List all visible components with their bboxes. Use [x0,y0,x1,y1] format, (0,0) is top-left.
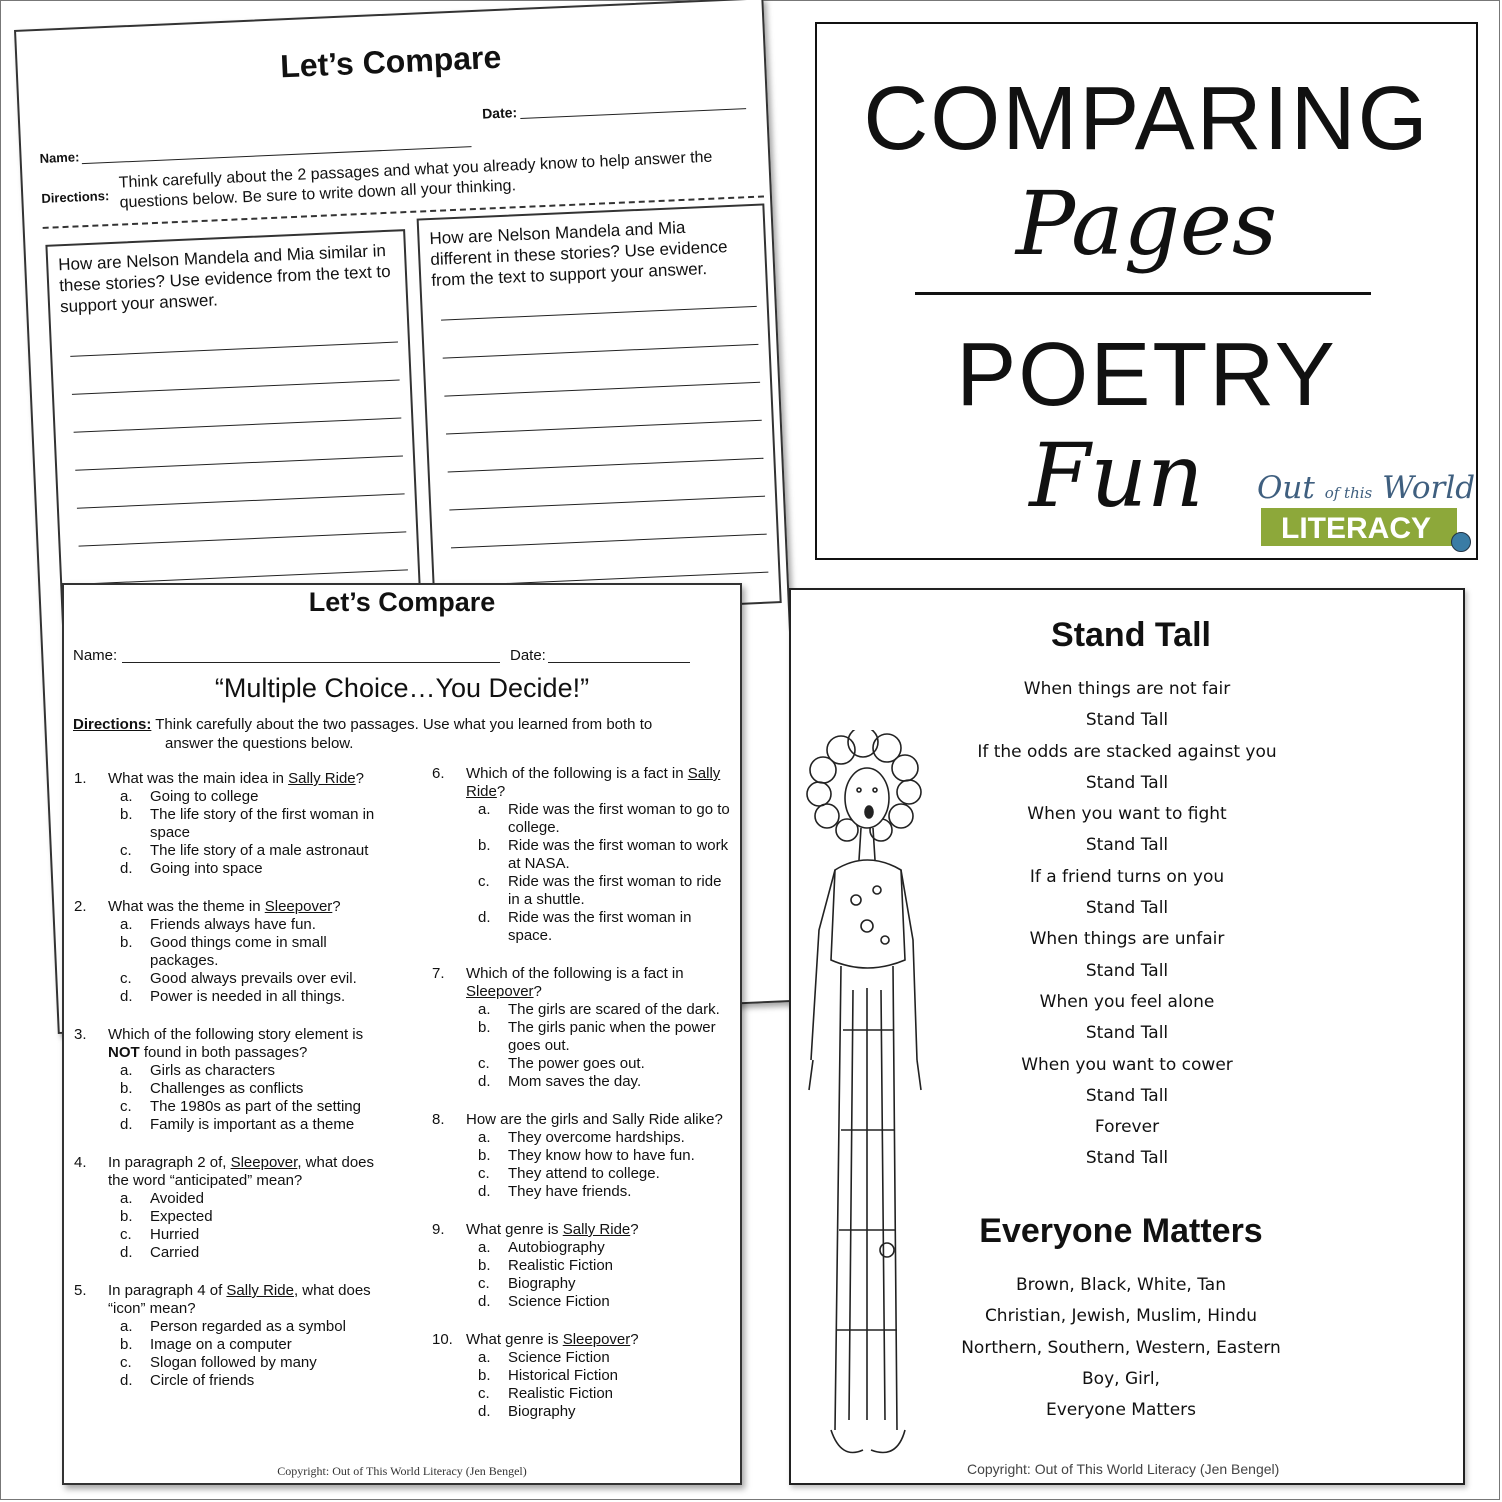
writing-line[interactable] [75,455,403,470]
answer-option[interactable] [120,1244,384,1262]
option-text: Realistic Fiction [508,1257,614,1274]
different-question: How are Nelson Mandela and Mia different in these stories? Use evidence from the text to support your answer. [429,217,728,291]
option-letter: c. [478,873,490,890]
option-letter: b. [120,1336,133,1353]
answer-options [74,1190,384,1262]
option-letter: d. [478,1293,491,1310]
option-text: The 1980s as part of the setting [150,1098,361,1115]
answer-option[interactable] [478,909,732,945]
option-text: Biography [508,1403,576,1420]
answer-option[interactable] [120,988,384,1006]
option-text: Challenges as conflicts [150,1080,304,1097]
writing-line[interactable] [444,382,760,397]
option-letter: c. [120,842,132,859]
different-answer-box [417,203,782,618]
option-text: Science Fiction [508,1349,610,1366]
poem-copyright: Copyright: Out of This World Literacy (Jen Bengel) [967,1461,1280,1477]
answer-option[interactable] [478,1403,732,1421]
answer-option[interactable] [478,1183,732,1201]
poem1-line: If a friend turns on you [1029,866,1225,887]
question-text-pre: Which of the following is a fact in [466,765,688,782]
poem1-line: Stand Tall [1085,710,1169,731]
front-subtitle: “Multiple Choice…You Decide!” [214,673,590,703]
front-copyright: Copyright: Out of This World Literacy (Jen Bengel) [277,1464,527,1478]
option-letter: d. [120,1244,133,1261]
option-text: Ride was the first woman to work at NASA. [508,837,729,872]
option-text: Hurried [150,1226,200,1243]
option-letter: c. [120,1226,132,1243]
option-letter: b. [120,934,133,951]
writing-line[interactable] [79,531,407,546]
option-text: They know how to have fun. [508,1147,695,1164]
option-text: Friends always have fun. [150,916,316,933]
back-worksheet-title: Let’s Compare [279,38,502,85]
writing-line[interactable] [74,417,402,432]
option-text: Ride was the first woman to ride in a shuttle. [508,873,722,908]
passage-title: Sally Ride [226,1282,294,1299]
answer-option[interactable] [120,1354,384,1372]
option-letter: c. [478,1055,490,1072]
answer-options [432,1349,732,1421]
title-comparing: COMPARING [863,69,1430,169]
option-text: Carried [150,1244,200,1261]
option-letter: a. [478,1349,491,1366]
question-item [432,1331,732,1421]
question-item [432,1221,732,1311]
poem1-line: Stand Tall [1085,960,1169,981]
answer-option[interactable] [478,837,732,873]
option-letter: d. [478,1183,491,1200]
poem2-line: Everyone Matters [1045,1400,1197,1421]
logo-wordmark [1257,470,1476,506]
answer-options [74,1318,384,1390]
front-worksheet-title: Let’s Compare [308,587,496,617]
globe-icon [1451,532,1471,552]
answer-option[interactable] [478,801,732,837]
option-letter: c. [478,1385,490,1402]
answer-option[interactable] [478,1001,732,1019]
answer-option[interactable] [120,1116,384,1134]
front-date-label: Date: [510,647,546,664]
option-text: Power is needed in all things. [150,988,346,1005]
question-item [74,1282,384,1390]
poem1-line: When you feel alone [1039,991,1215,1012]
logo-word-world: World [1382,470,1476,506]
front-date-line[interactable] [548,662,690,663]
option-text: Person regarded as a symbol [150,1318,346,1335]
title-divider [915,292,1371,295]
option-text: Autobiography [508,1239,605,1256]
question-number: 2. [74,898,87,915]
option-text: The girls panic when the power goes out. [508,1019,716,1054]
option-letter: a. [478,1129,491,1146]
option-text: They have friends. [508,1183,632,1200]
answer-option[interactable] [120,1208,384,1226]
answer-option[interactable] [120,1098,384,1116]
passage-title: Sleepover [466,983,534,1000]
question-number: 4. [74,1154,87,1171]
question-text-pre: Which of the following story element is [108,1026,364,1043]
option-letter: a. [478,801,491,818]
answer-option[interactable] [478,1147,732,1165]
front-name-line[interactable] [122,662,500,663]
option-text: Biography [508,1275,576,1292]
question-item [74,1026,384,1134]
question-text [432,1221,732,1239]
question-number: 7. [432,965,445,982]
logo-word-out: Out [1257,470,1315,506]
answer-options [432,801,732,945]
poem1-body [927,674,1327,1175]
poem1-line: Stand Tall [1085,835,1169,856]
answer-options [432,1129,732,1201]
option-letter: b. [120,1208,133,1225]
front-directions-label: Directions: [73,716,152,733]
writing-line[interactable] [448,458,764,473]
back-name-label: Name: [39,149,80,166]
question-text-post: ? [630,1331,639,1348]
question-text-post: ? [355,770,364,787]
option-text: Image on a computer [150,1336,292,1353]
logo-literacy: LITERACY [1281,512,1431,545]
question-item [432,765,732,945]
question-emphasis: NOT [108,1044,140,1061]
option-text: Expected [150,1208,213,1225]
passage-title: Sally Ride [288,770,356,787]
question-text [432,765,732,801]
question-number: 8. [432,1111,445,1128]
option-letter: c. [120,970,132,987]
writing-line[interactable] [443,344,759,359]
answer-option[interactable] [120,860,384,878]
option-text: Mom saves the day. [508,1073,642,1090]
option-letter: a. [478,1001,491,1018]
option-text: Going to college [150,788,259,805]
option-letter: d. [120,1372,133,1389]
question-text-pre: What was the main idea in [108,770,289,787]
front-directions-line1: Think carefully about the two passages. Use what you learned from both to [155,716,653,733]
option-letter: b. [120,1080,133,1097]
passage-title: Sally Ride [466,765,721,800]
back-directions-text: Think carefully about the 2 passages and what you already know to help answer the questions below. Be sure to write down all your thinking. [118,148,713,212]
answer-option[interactable] [478,1385,732,1403]
option-letter: c. [478,1275,490,1292]
option-letter: d. [478,1403,491,1420]
front-directions-line2: answer the questions below. [165,735,354,752]
passage-title: Sally Ride [562,1221,631,1238]
similar-answer-box [45,229,422,634]
question-text-pre: How are the girls and Sally Ride alike? [466,1111,723,1128]
option-text: The power goes out. [508,1055,645,1072]
option-text: Family is important as a theme [150,1116,355,1133]
answer-option[interactable] [120,1336,384,1354]
answer-options [74,916,384,1006]
option-letter: b. [478,1147,491,1164]
question-text-pre: Which of the following is a fact in [466,965,684,982]
answer-option[interactable] [478,1239,732,1257]
option-letter: a. [120,788,133,805]
option-letter: b. [478,837,491,854]
question-item [74,770,384,878]
answer-option[interactable] [478,1055,732,1073]
question-number: 9. [432,1221,445,1238]
answer-option[interactable] [120,1062,384,1080]
question-text [74,1154,384,1190]
answer-option[interactable] [478,1367,732,1385]
option-text: Good always prevails over evil. [150,970,357,987]
question-text [432,965,732,1001]
question-text [74,770,384,788]
question-text-pre: What genre is [466,1221,563,1238]
question-text [74,898,384,916]
option-letter: d. [120,1116,133,1133]
poem1-line: When things are not fair [1023,679,1231,699]
poem1-title: Stand Tall [1051,616,1211,654]
poem2-line: Northern, Southern, Western, Eastern [961,1337,1281,1358]
question-text-post: , what does “icon” mean? [108,1282,371,1317]
poem1-line: Stand Tall [1085,898,1169,919]
answer-options [432,1239,732,1311]
answer-option[interactable] [478,1129,732,1147]
option-letter: d. [478,1073,491,1090]
question-text-pre: What genre is [466,1331,563,1348]
question-text-post: ? [630,1221,639,1238]
writing-line[interactable] [451,534,767,549]
option-letter: b. [478,1257,491,1274]
answer-option[interactable] [120,1190,384,1208]
back-date-label: Date: [481,104,518,122]
answer-options [74,788,384,878]
option-letter: b. [120,806,133,823]
writing-line[interactable] [77,493,405,508]
writing-line[interactable] [441,306,757,321]
poem2-line: Boy, Girl, [1082,1368,1160,1389]
option-letter: d. [120,988,133,1005]
passage-title: Sleepover [230,1154,298,1171]
option-text: Ride was the first woman in space. [508,909,692,944]
back-directions-label: Directions: [41,188,110,206]
poem1-line: Forever [1094,1117,1160,1138]
title-pages: Pages [1015,172,1278,275]
poem1-line: If the odds are stacked against you [977,741,1277,762]
poetry-page [789,588,1465,1485]
question-number: 1. [74,770,87,787]
answer-option[interactable] [120,1372,384,1390]
option-text: Historical Fiction [508,1367,619,1384]
question-text [74,1026,384,1062]
option-text: Girls as characters [150,1062,276,1079]
back-date-line[interactable] [520,108,746,119]
answer-option[interactable] [478,1275,732,1293]
question-text-pre: What was the theme in [108,898,265,915]
question-number: 3. [74,1026,87,1043]
option-text: Good things come in small packages. [150,934,327,969]
question-item [74,898,384,1006]
question-text [432,1331,732,1349]
option-text: Slogan followed by many [150,1354,317,1371]
answer-option[interactable] [120,788,384,806]
writing-line[interactable] [70,342,398,357]
answer-option[interactable] [478,1349,732,1367]
question-text-post: ? [496,783,506,800]
title-card [815,22,1478,560]
front-directions [73,715,733,753]
option-letter: c. [120,1354,132,1371]
title-fun: Fun [1029,424,1204,527]
poem2-body [911,1270,1331,1426]
option-letter: b. [478,1019,491,1036]
writing-line[interactable] [449,496,765,511]
title-poetry: POETRY [956,325,1337,425]
question-item [74,1154,384,1262]
option-letter: a. [120,1190,133,1207]
answer-option[interactable] [120,934,384,970]
poem1-line: When you want to cower [1021,1054,1233,1075]
question-text-post: found in both passages? [139,1044,308,1061]
option-text: Avoided [150,1190,204,1207]
passage-title: Sleepover [264,898,333,915]
answer-option[interactable] [478,1019,732,1055]
questions-left-column [74,770,384,1410]
poem1-line: Stand Tall [1085,1148,1169,1169]
answer-option[interactable] [120,1226,384,1244]
option-letter: d. [478,909,491,926]
question-number: 6. [432,765,445,782]
poem1-line: Stand Tall [1085,772,1169,793]
question-item [432,965,732,1091]
answer-option[interactable] [120,1080,384,1098]
option-letter: a. [120,916,133,933]
option-text: The girls are scared of the dark. [508,1001,720,1018]
option-text: Realistic Fiction [508,1385,614,1402]
logo-green-bar [1261,508,1457,546]
question-text-pre: In paragraph 4 of [108,1282,227,1299]
option-text: The life story of a male astronaut [150,842,369,859]
brand-logo [1257,470,1476,550]
option-text: Science Fiction [508,1293,610,1310]
answer-options [74,1062,384,1134]
answer-option[interactable] [120,1318,384,1336]
front-worksheet [62,583,742,1485]
option-text: Circle of friends [150,1372,255,1389]
answer-option[interactable] [478,1293,732,1311]
questions-right-column [432,765,732,1441]
poem1-line: When you want to fight [1027,804,1227,825]
question-number: 5. [74,1282,87,1299]
writing-line[interactable] [446,420,762,435]
option-text: They attend to college. [508,1165,660,1182]
question-text-pre: In paragraph 2 of, [108,1154,231,1171]
option-text: Going into space [150,860,263,877]
option-letter: d. [120,860,133,877]
option-letter: c. [120,1098,132,1115]
answer-option[interactable] [120,916,384,934]
answer-option[interactable] [478,1257,732,1275]
option-letter: a. [120,1062,133,1079]
option-letter: a. [478,1239,491,1256]
logo-word-ofthis: of this [1324,484,1373,502]
poem2-title: Everyone Matters [979,1212,1263,1250]
poem1-line: When things are unfair [1029,929,1225,950]
question-item [432,1111,732,1201]
option-letter: c. [478,1165,490,1182]
writing-line[interactable] [72,380,400,395]
poem2-line: Christian, Jewish, Muslim, Hindu [984,1306,1258,1327]
question-text-post: ? [533,983,542,1000]
poem1-line: Stand Tall [1085,1023,1169,1044]
option-text: Ride was the first woman to go to college. [508,801,730,836]
option-letter: a. [120,1318,133,1335]
question-text-post: , what does the word “anticipated” mean? [108,1154,375,1189]
question-text-post: ? [332,898,341,915]
answer-option[interactable] [120,842,384,860]
poem1-line: Stand Tall [1085,1085,1169,1106]
poem2-line: Brown, Black, White, Tan [1016,1275,1226,1295]
question-text [74,1282,384,1318]
answer-option[interactable] [478,1165,732,1183]
answer-options [432,1001,732,1091]
question-number: 10. [432,1331,453,1348]
front-name-label: Name: [73,647,118,664]
answer-option[interactable] [120,970,384,988]
passage-title: Sleepover [562,1331,631,1348]
question-text [432,1111,732,1129]
answer-option[interactable] [120,806,384,842]
option-letter: b. [478,1367,491,1384]
answer-option[interactable] [478,1073,732,1091]
similar-question: How are Nelson Mandela and Mia similar in these stories? Use evidence from the text to support your answer. [57,240,391,317]
option-text: They overcome hardships. [508,1129,685,1146]
answer-option[interactable] [478,873,732,909]
option-text: The life story of the first woman in space [150,806,375,841]
